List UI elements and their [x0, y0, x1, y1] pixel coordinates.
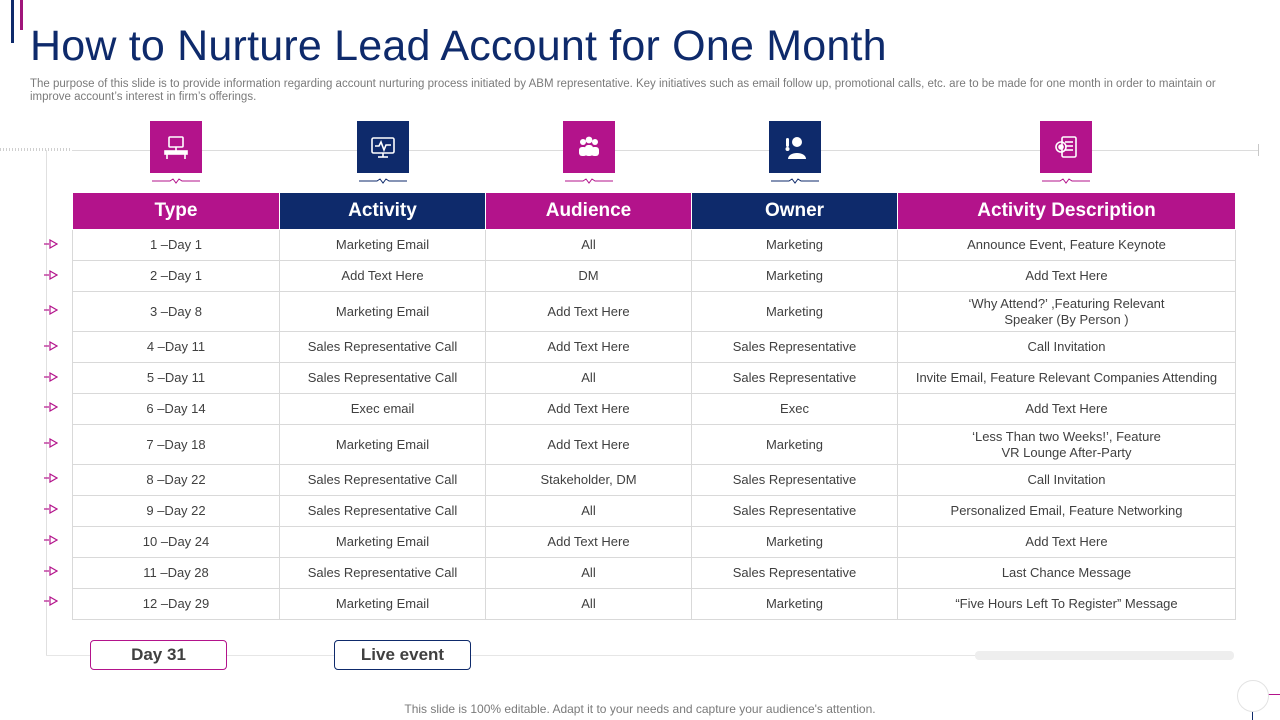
row-arrow-marker-icon [44, 372, 58, 382]
cell-description [898, 496, 1236, 527]
cell-activity: Sales Representative Call [280, 558, 486, 589]
right-guide-tick [1258, 144, 1259, 156]
header-activity-description: Activity Description [898, 193, 1236, 230]
cell-audience: DM [486, 261, 692, 292]
cell-type: 2 –Day 1 [73, 261, 280, 292]
cell-owner: Marketing [692, 425, 898, 465]
description-line: Call Invitation [1027, 472, 1106, 487]
table-row [73, 558, 1236, 589]
nurture-schedule-table [72, 192, 1236, 620]
cell-activity: Marketing Email [280, 589, 486, 620]
cell-description [898, 425, 1236, 465]
cell-type: 8 –Day 22 [73, 465, 280, 496]
cell-type: 6 –Day 14 [73, 394, 280, 425]
cell-audience: All [486, 230, 692, 261]
cell-owner: Sales Representative [692, 558, 898, 589]
cell-owner: Marketing [692, 292, 898, 332]
cell-type: 7 –Day 18 [73, 425, 280, 465]
target-document-icon [1040, 121, 1092, 173]
dotted-guide [0, 148, 72, 151]
cell-description [898, 332, 1236, 363]
description-line: “Five Hours Left To Register” Message [955, 596, 1178, 611]
description-line: Add Text Here [1025, 268, 1108, 283]
table-row [73, 527, 1236, 558]
cell-description [898, 363, 1236, 394]
accent-bar-magenta [20, 0, 23, 30]
cell-audience: All [486, 363, 692, 394]
cell-owner: Marketing [692, 261, 898, 292]
cell-owner: Marketing [692, 589, 898, 620]
cell-activity: Sales Representative Call [280, 465, 486, 496]
cell-description [898, 558, 1236, 589]
accent-bar-navy [11, 0, 14, 43]
cell-owner: Exec [692, 394, 898, 425]
cell-audience: Add Text Here [486, 394, 692, 425]
row-arrow-marker-icon [44, 473, 58, 483]
header-owner: Owner [692, 193, 898, 230]
table-row [73, 332, 1236, 363]
cell-audience: Add Text Here [486, 292, 692, 332]
group-people-icon [563, 121, 615, 173]
table-row [73, 363, 1236, 394]
description-line: Invite Email, Feature Relevant Companies Attending [915, 370, 1218, 385]
table-row [73, 425, 1236, 465]
day-31-label: Day 31 [90, 640, 227, 670]
monitor-pulse-icon [357, 121, 409, 173]
table-row [73, 261, 1236, 292]
cell-activity: Add Text Here [280, 261, 486, 292]
cell-audience: All [486, 496, 692, 527]
cell-type: 3 –Day 8 [73, 292, 280, 332]
row-arrow-marker-icon [44, 341, 58, 351]
cell-activity: Marketing Email [280, 425, 486, 465]
row-arrow-marker-icon [44, 596, 58, 606]
row-arrow-marker-icon [44, 504, 58, 514]
row-arrow-marker-icon [44, 305, 58, 315]
page-title: How to Nurture Lead Account for One Month [30, 22, 887, 70]
cell-type: 1 –Day 1 [73, 230, 280, 261]
decorative-grey-bar [975, 651, 1234, 660]
cell-type: 12 –Day 29 [73, 589, 280, 620]
row-arrow-marker-icon [44, 438, 58, 448]
row-arrow-marker-icon [44, 270, 58, 280]
cell-audience: All [486, 589, 692, 620]
cell-description [898, 292, 1236, 332]
cell-description [898, 230, 1236, 261]
cell-audience: Add Text Here [486, 527, 692, 558]
cell-owner: Marketing [692, 230, 898, 261]
header-type: Type [73, 193, 280, 230]
cell-audience: Stakeholder, DM [486, 465, 692, 496]
computer-desk-icon [150, 121, 202, 173]
cell-description [898, 527, 1236, 558]
description-line: Personalized Email, Feature Networking [950, 503, 1183, 518]
cell-owner: Sales Representative [692, 363, 898, 394]
table-header-row [73, 193, 1236, 230]
table-row [73, 465, 1236, 496]
person-headset-icon [769, 121, 821, 173]
cell-activity: Sales Representative Call [280, 496, 486, 527]
page-subtitle: The purpose of this slide is to provide information regarding account nurturing process initiated by ABM representative. Key initiatives such as email follow up, promotional calls, etc. are to be made for one month in order to maintain or improve account’s interest in firm’s offerings. [30, 78, 1216, 103]
footer-note: This slide is 100% editable. Adapt it to your needs and capture your audience's attention. [404, 702, 876, 716]
description-line: Speaker (By Person ) [1004, 311, 1129, 327]
description-line: VR Lounge After-Party [1001, 444, 1132, 460]
cell-type: 9 –Day 22 [73, 496, 280, 527]
icon-underline-ornament [359, 178, 407, 184]
cell-activity: Marketing Email [280, 527, 486, 558]
cell-owner: Marketing [692, 527, 898, 558]
table-row [73, 496, 1236, 527]
cell-activity: Exec email [280, 394, 486, 425]
cell-activity: Marketing Email [280, 230, 486, 261]
table-row [73, 589, 1236, 620]
header-audience: Audience [486, 193, 692, 230]
header-activity: Activity [280, 193, 486, 230]
cell-activity: Marketing Email [280, 292, 486, 332]
table-row [73, 230, 1236, 261]
icon-underline-ornament [152, 178, 200, 184]
cell-activity: Sales Representative Call [280, 332, 486, 363]
table-row [73, 292, 1236, 332]
cell-type: 10 –Day 24 [73, 527, 280, 558]
description-line: ‘Why Attend?’ ,Featuring Relevant [968, 295, 1165, 311]
description-line: Last Chance Message [1001, 565, 1132, 580]
row-arrow-marker-icon [44, 535, 58, 545]
cell-type: 4 –Day 11 [73, 332, 280, 363]
description-line: Call Invitation [1027, 339, 1106, 354]
cell-description [898, 589, 1236, 620]
icon-underline-ornament [771, 178, 819, 184]
cell-type: 11 –Day 28 [73, 558, 280, 589]
cell-description [898, 465, 1236, 496]
cell-audience: Add Text Here [486, 425, 692, 465]
cell-description [898, 394, 1236, 425]
row-arrow-marker-icon [44, 239, 58, 249]
cell-owner: Sales Representative [692, 332, 898, 363]
row-arrow-marker-icon [44, 566, 58, 576]
icon-underline-ornament [1042, 178, 1090, 184]
cell-description [898, 261, 1236, 292]
cell-audience: All [486, 558, 692, 589]
description-line: ‘Less Than two Weeks!’, Feature [972, 428, 1161, 444]
row-arrow-marker-icon [44, 402, 58, 412]
table-row [73, 394, 1236, 425]
cell-owner: Sales Representative [692, 496, 898, 527]
icon-underline-ornament [565, 178, 613, 184]
cell-audience: Add Text Here [486, 332, 692, 363]
description-line: Add Text Here [1025, 534, 1108, 549]
description-line: Add Text Here [1025, 401, 1108, 416]
cell-owner: Sales Representative [692, 465, 898, 496]
description-line: Announce Event, Feature Keynote [967, 237, 1166, 252]
cell-activity: Sales Representative Call [280, 363, 486, 394]
cell-type: 5 –Day 11 [73, 363, 280, 394]
live-event-label: Live event [334, 640, 471, 670]
